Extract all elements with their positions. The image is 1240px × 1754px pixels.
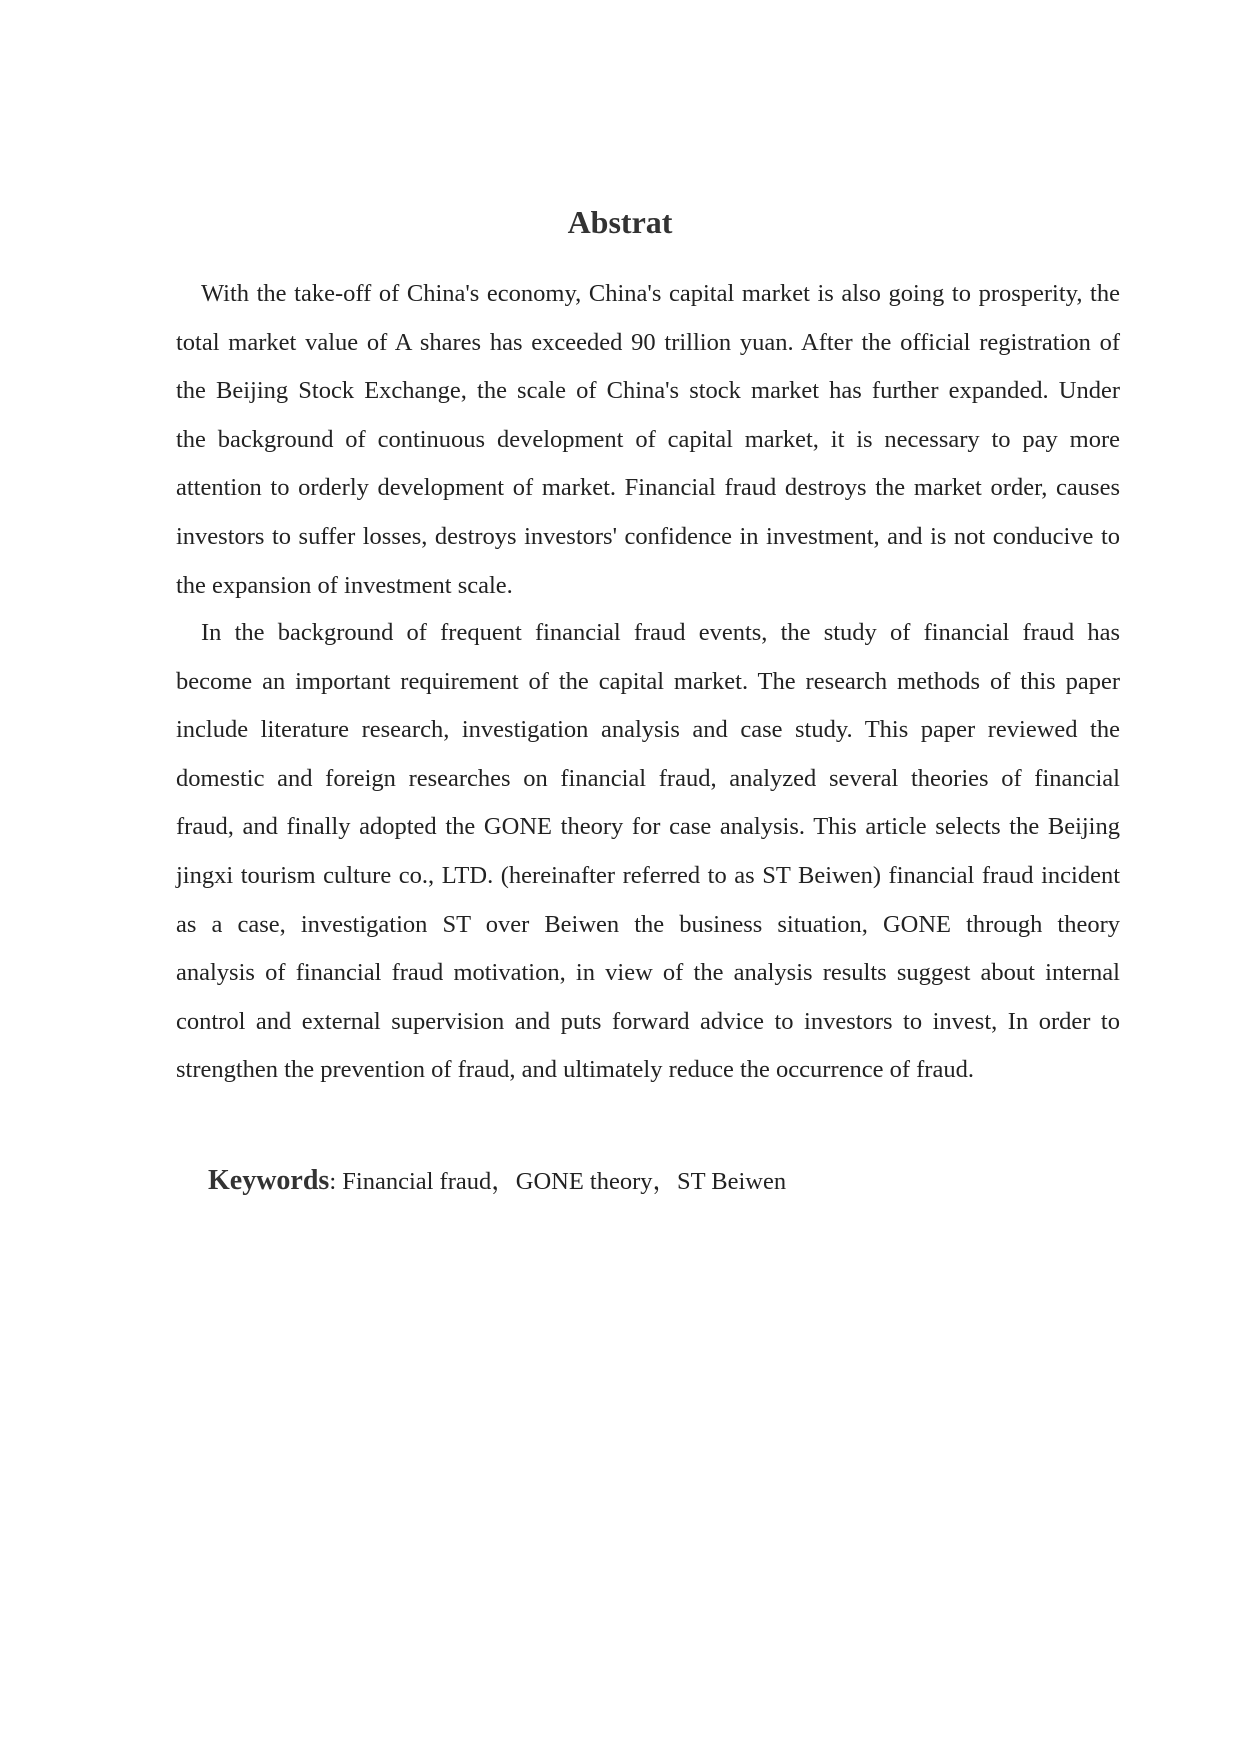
abstract-title: Abstrat <box>567 204 673 240</box>
keywords-label: Keywords <box>208 1165 330 1196</box>
keywords-text: : Financial fraud，GONE theory，ST Beiwen <box>329 1168 787 1195</box>
text-line: analysis of financial fraud motivation, in view of the analysis results suggest about internal <box>176 959 1120 987</box>
text-line: investors to suffer losses, destroys investors' confidence in investment, and is not conducive to <box>176 522 1120 550</box>
text-line: the background of continuous development of capital market, it is necessary to pay more <box>176 425 1120 453</box>
text-line: In the background of frequent financial fraud events, the study of financial fraud has <box>201 619 1120 646</box>
text-line: the Beijing Stock Exchange, the scale of China's stock market has further expanded. Under <box>176 377 1120 405</box>
text-line: total market value of A shares has exceeded 90 trillion yuan. After the official registration of <box>176 328 1120 356</box>
text-line: include literature research, investigation analysis and case study. This paper reviewed the <box>176 716 1120 744</box>
text-line: control and external supervision and puts forward advice to investors to invest, In order to <box>176 1007 1120 1035</box>
abstract-paragraph-1 <box>176 270 1120 610</box>
text-line: become an important requirement of the capital market. The research methods of this paper <box>176 667 1120 695</box>
text-line: domestic and foreign researches on financial fraud, analyzed several theories of financial <box>176 764 1120 792</box>
abstract-paragraph-2 <box>176 609 1120 1095</box>
text-line: attention to orderly development of market. Financial fraud destroys the market order, causes <box>176 474 1120 502</box>
text-line: the expansion of investment scale. <box>176 571 513 599</box>
text-line: fraud, and finally adopted the GONE theory for case analysis. This article selects the Beijing <box>176 813 1120 841</box>
text-line: as a case, investigation ST over Beiwen the business situation, GONE through theory <box>176 910 1120 938</box>
text-line: With the take-off of China's economy, China's capital market is also going to prosperity, the <box>201 280 1120 307</box>
text-line: jingxi tourism culture co., LTD. (hereinafter referred to as ST Beiwen) financial fraud incident <box>176 861 1120 889</box>
text-line: strengthen the prevention of fraud, and ultimately reduce the occurrence of fraud. <box>176 1056 974 1084</box>
keywords <box>208 1162 786 1197</box>
